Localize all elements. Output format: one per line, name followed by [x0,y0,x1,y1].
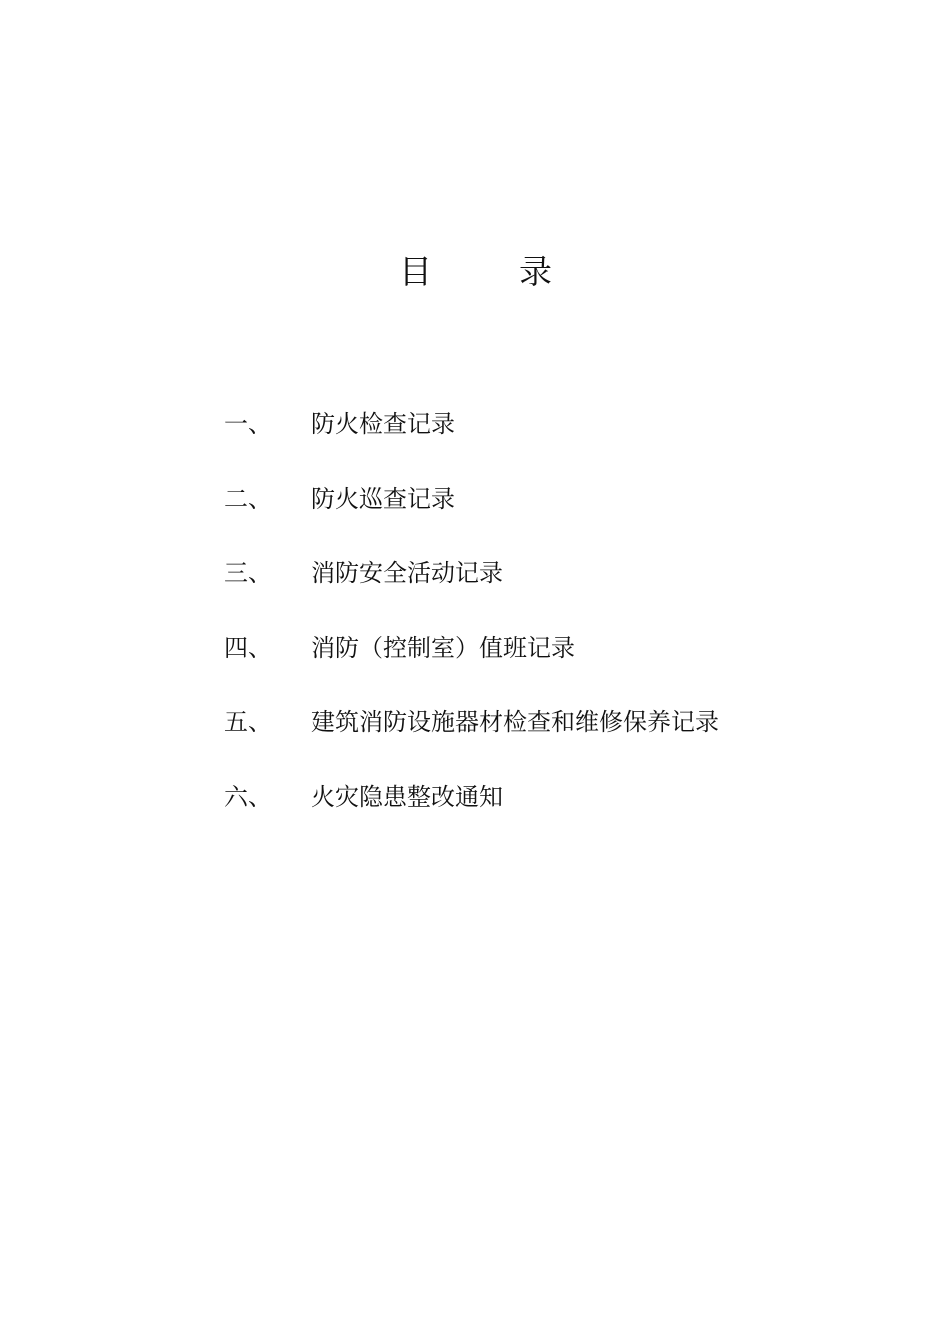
toc-item-2 [0,479,950,554]
toc-item-3 [0,553,950,628]
toc-item-text: 消防（控制室）值班记录 [311,633,575,662]
toc-item-number: 六、 [224,782,272,811]
toc-item-text: 防火检查记录 [311,410,455,438]
toc-item-4 [0,628,950,703]
toc-item-number: 四、 [224,633,272,662]
toc-item-6 [0,777,950,852]
toc-item-number: 二、 [224,484,272,513]
toc-item-text: 防火巡查记录 [311,484,455,513]
toc-item-number: 五、 [224,708,272,737]
toc-item-text: 消防安全活动记录 [311,559,503,588]
table-of-contents [0,404,950,852]
title-char-1: 目 [399,252,432,291]
toc-item-1 [0,404,950,479]
page-title [0,250,950,294]
toc-item-text: 火灾隐患整改通知 [311,782,503,811]
toc-item-text: 建筑消防设施器材检查和维修保养记录 [311,708,719,737]
toc-item-5 [0,702,950,777]
toc-item-number: 三、 [224,559,272,588]
title-char-2: 录 [519,252,552,291]
toc-item-number: 一、 [224,410,272,438]
